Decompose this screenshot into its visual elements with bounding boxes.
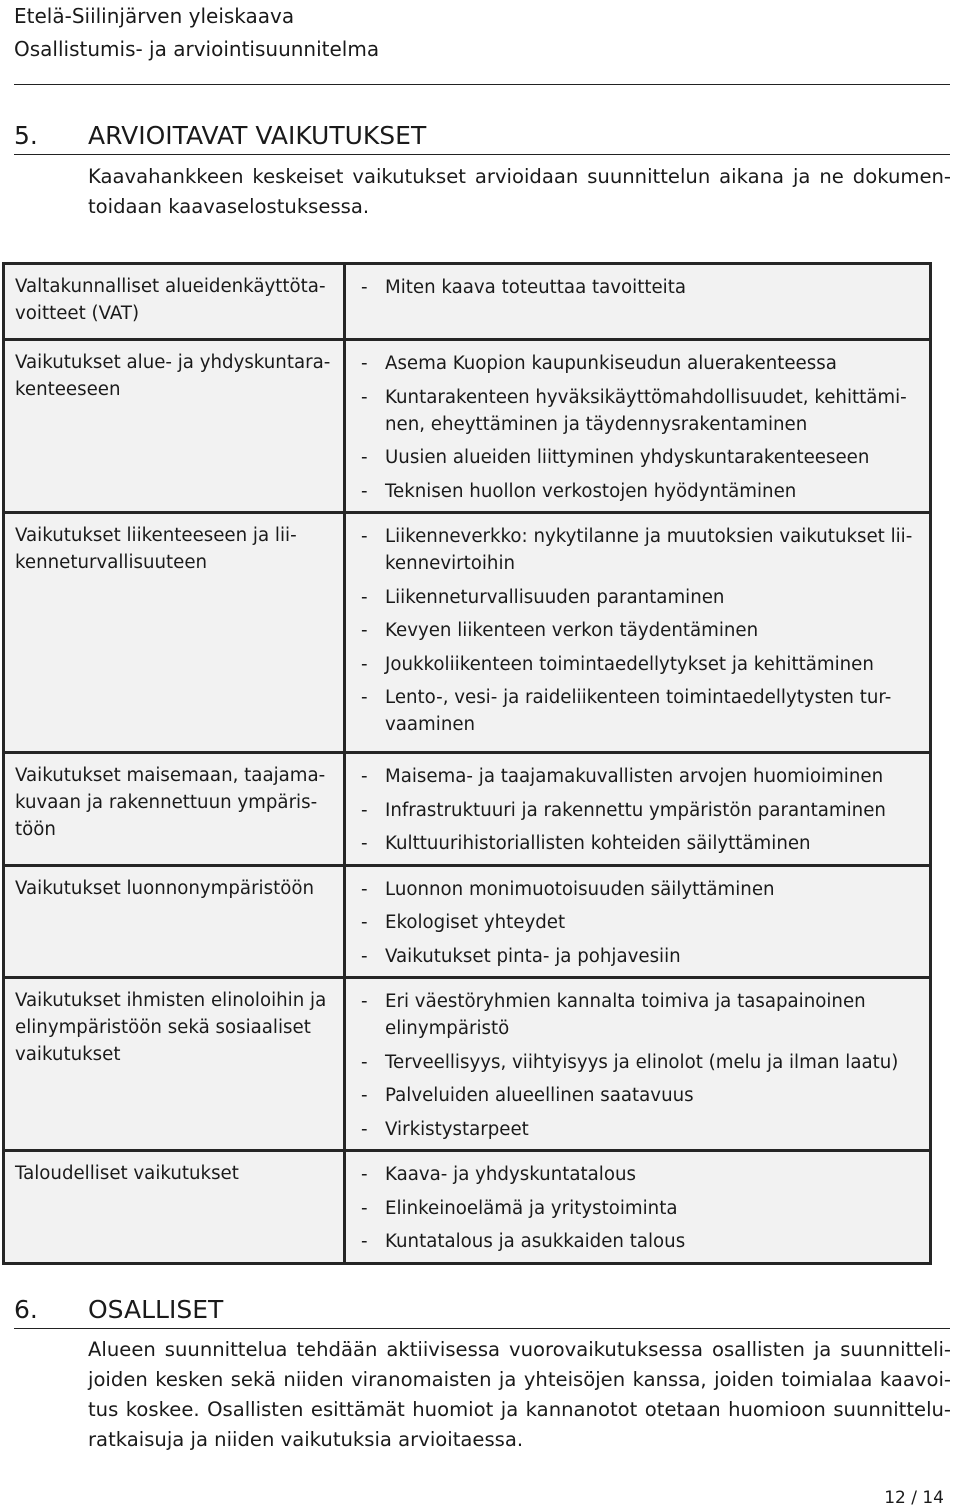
impact-item: - Luonnon monimuotoisuuden säilyttäminen <box>360 876 919 903</box>
impact-row <box>4 513 931 753</box>
impact-details <box>345 753 931 866</box>
impact-item: - Liikenneverkko: nykytilanne ja muutoksien vaikutukset lii-kennevirtoihin <box>360 523 919 577</box>
impact-item-list <box>360 274 919 301</box>
impact-item: - Teknisen huollon verkostojen hyödyntäminen <box>360 478 919 505</box>
impact-row <box>4 978 931 1151</box>
impact-category: Valtakunnalliset alueidenkäyttöta-voitteet (VAT) <box>4 264 345 340</box>
impact-item-list <box>360 350 919 505</box>
header-divider <box>14 84 950 85</box>
impact-item: - Infrastruktuuri ja rakennettu ympäristön parantaminen <box>360 797 919 824</box>
impact-item: - Uusien alueiden liittyminen yhdyskuntarakenteeseen <box>360 444 919 471</box>
impact-category: Vaikutukset ihmisten elinoloihin ja elinympäristöön sekä sosiaaliset vaikutukset <box>4 978 345 1151</box>
impact-row <box>4 1151 931 1264</box>
section-5-number: 5. <box>14 121 38 150</box>
impact-item: - Kulttuurihistoriallisten kohteiden säilyttäminen <box>360 830 919 857</box>
section-6-body: Alueen suunnittelua tehdään aktiivisessa vuorovaikutuksessa osallisten ja suunnitteli-joiden kesken sekä niiden viranomaisten ja yhteisöjen kanssa, joiden toimialaa kaavoi-tus koskee. Osallisten esittämät huomiot ja kannanotot otetaan huomioon suunnittelu-ratkaisuja ja niiden vaikutuksia arvioitaessa. <box>88 1338 951 1451</box>
impact-item: - Kuntatalous ja asukkaiden talous <box>360 1228 919 1255</box>
impact-row <box>4 264 931 340</box>
impact-category: Taloudelliset vaikutukset <box>4 1151 345 1264</box>
impact-category: Vaikutukset liikenteeseen ja lii-kenneturvallisuuteen <box>4 513 345 753</box>
impact-item: - Kevyen liikenteen verkon täydentäminen <box>360 617 919 644</box>
document-header <box>14 0 379 66</box>
document-title: Etelä-Siilinjärven yleiskaava <box>14 4 295 28</box>
impact-item: - Ekologiset yhteydet <box>360 909 919 936</box>
impact-category: Vaikutukset alue- ja yhdyskuntara-kenteeseen <box>4 340 345 513</box>
impacts-table <box>2 262 932 1265</box>
impact-item: - Palveluiden alueellinen saatavuus <box>360 1082 919 1109</box>
impact-row <box>4 753 931 866</box>
impact-item: - Virkistystarpeet <box>360 1116 919 1143</box>
impact-item: - Vaikutukset pinta- ja pohjavesiin <box>360 943 919 970</box>
impact-item: - Lento-, vesi- ja raideliikenteen toimintaedellytysten tur-vaaminen <box>360 684 919 738</box>
impact-category: Vaikutukset maisemaan, taajama-kuvaan ja rakennettuun ympäris-töön <box>4 753 345 866</box>
impact-row <box>4 865 931 978</box>
impact-details <box>345 978 931 1151</box>
document-subtitle: Osallistumis- ja arviointisuunnitelma <box>14 37 380 61</box>
impact-details <box>345 1151 931 1264</box>
section-6-heading <box>14 1295 223 1325</box>
impact-item: - Maisema- ja taajamakuvallisten arvojen huomioiminen <box>360 763 919 790</box>
section-6-number: 6. <box>14 1295 38 1324</box>
impact-item-list <box>360 988 919 1143</box>
section-5-divider <box>14 154 950 155</box>
impact-item: - Terveellisyys, viihtyisyys ja elinolot (melu ja ilman laatu) <box>360 1049 919 1076</box>
impact-details <box>345 340 931 513</box>
impact-item-list <box>360 523 919 738</box>
page-number: 12 / 14 <box>884 1488 944 1508</box>
impact-item: - Kuntarakenteen hyväksikäyttömahdollisuudet, kehittämi-nen, eheyttäminen ja täydennysrakentaminen <box>360 384 919 438</box>
impact-item: - Joukkoliikenteen toimintaedellytykset ja kehittäminen <box>360 651 919 678</box>
section-5-title: ARVIOITAVAT VAIKUTUKSET <box>88 121 427 150</box>
impact-item-list <box>360 763 919 857</box>
section-5-intro: Kaavahankkeen keskeiset vaikutukset arvioidaan suunnittelun aikana ja ne dokumen-toidaan kaavaselostuksessa. <box>88 165 951 218</box>
impact-item-list <box>360 876 919 970</box>
impact-item-list <box>360 1161 919 1255</box>
impact-item: - Elinkeinoelämä ja yritystoiminta <box>360 1195 919 1222</box>
section-6-title: OSALLISET <box>88 1295 224 1324</box>
impacts-table-body <box>4 264 931 1264</box>
impact-item: - Eri väestöryhmien kannalta toimiva ja tasapainoinen elinympäristö <box>360 988 919 1042</box>
impact-category: Vaikutukset luonnonympäristöön <box>4 865 345 978</box>
impact-item: - Miten kaava toteuttaa tavoitteita <box>360 274 919 301</box>
section-5-heading <box>14 121 426 151</box>
impact-details <box>345 865 931 978</box>
impact-item: - Liikenneturvallisuuden parantaminen <box>360 584 919 611</box>
impact-item: - Kaava- ja yhdyskuntatalous <box>360 1161 919 1188</box>
impact-details <box>345 264 931 340</box>
impact-item: - Asema Kuopion kaupunkiseudun aluerakenteessa <box>360 350 919 377</box>
impact-details <box>345 513 931 753</box>
section-6-divider <box>14 1328 950 1329</box>
impact-row <box>4 340 931 513</box>
